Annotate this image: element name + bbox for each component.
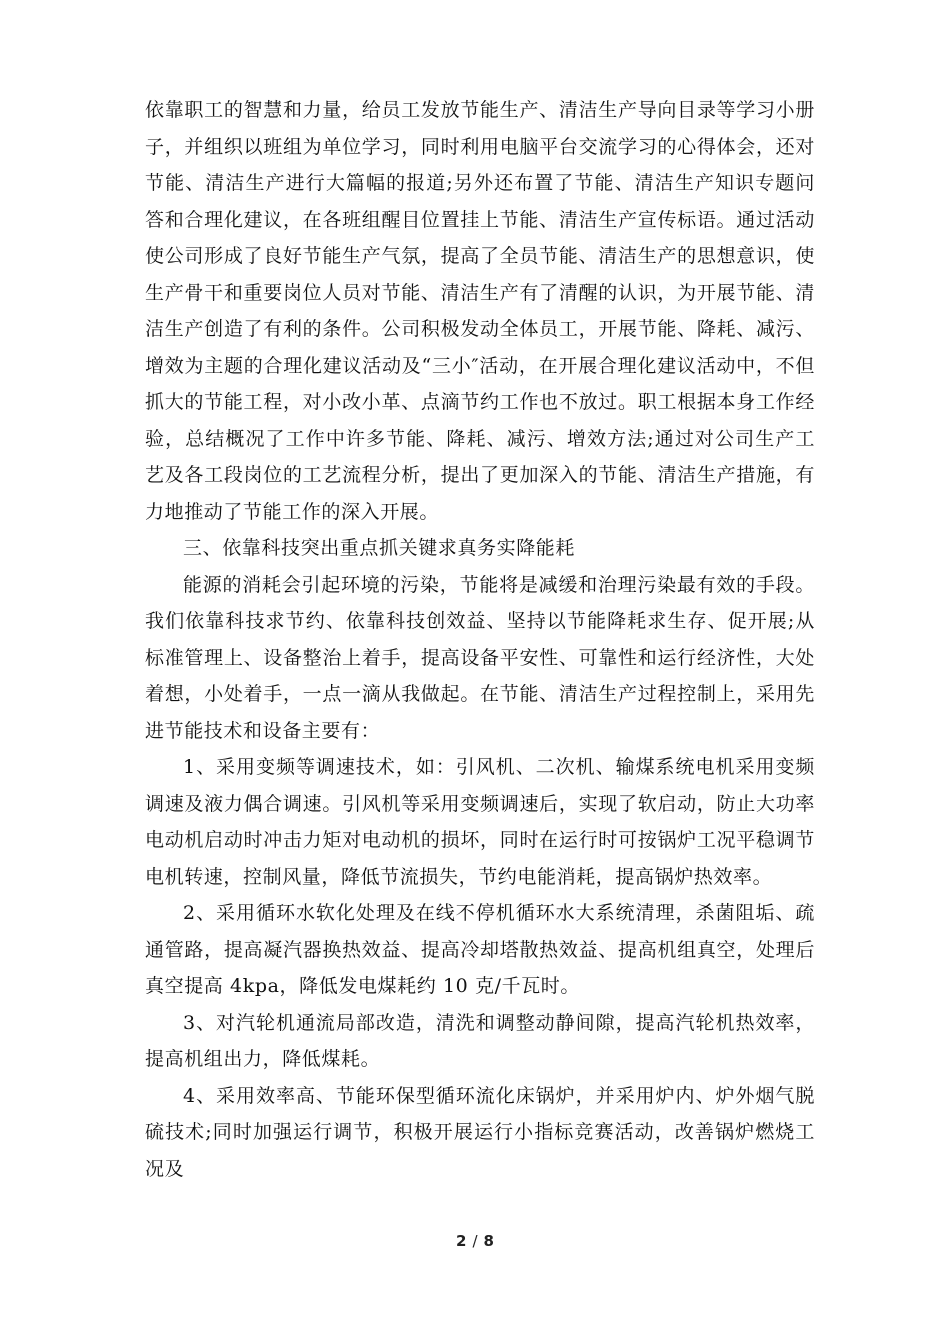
paragraph-energy-intro: 能源的消耗会引起环境的污染，节能将是减缓和治理污染最有效的手段。我们依靠科技求节约、依靠科技创效益、坚持以节能降耗求生存、促开展;从标准管理上、设备整治上着手，提高设备平安性、可靠性和运行经济性，大处着想，小处着手，一点一滴从我做起。在节能、清洁生产过程控制上，采用先进节能技术和设备主要有： xyxy=(145,573,815,742)
total-pages-number: 8 xyxy=(483,1232,494,1250)
page-number xyxy=(0,1232,950,1250)
paragraph-item-2: 2、采用循环水软化处理及在线不停机循环水大系统清理，杀菌阻垢、疏通管路，提高凝汽器换热效益、提高冷却塔散热效益、提高机组真空，处理后真空提高 4kpa，降低发电煤耗约 10 克/千瓦时。 xyxy=(145,902,815,997)
paragraph-body-continued: 依靠职工的智慧和力量，给员工发放节能生产、清洁生产导向目录等学习小册子，并组织以班组为单位学习，同时利用电脑平台交流学习的心得体会，还对节能、清洁生产进行大篇幅的报道;另外还布置了节能、清洁生产知识专题问答和合理化建议，在各班组醒目位置挂上节能、清洁生产宣传标语。通过活动使公司形成了良好节能生产气氛，提高了全员节能、清洁生产的思想意识，使生产骨干和重要岗位人员对节能、清洁生产有了清醒的认识，为开展节能、清洁生产创造了有利的条件。公司积极发动全体员工，开展节能、降耗、减污、增效为主题的合理化建议活动及“三小″活动，在开展合理化建议活动中，不但抓大的节能工程，对小改小革、点滴节约工作也不放过。职工根据本身工作经验，总结概况了工作中许多节能、降耗、减污、增效方法;通过对公司生产工艺及各工段岗位的工艺流程分析，提出了更加深入的节能、清洁生产措施，有力地推动了节能工作的深入开展。 xyxy=(145,99,815,523)
page-separator: / xyxy=(472,1232,478,1250)
paragraph-item-4: 4、采用效率高、节能环保型循环流化床锅炉，并采用炉内、炉外烟气脱硫技术;同时加强运行调节，积极开展运行小指标竞赛活动，改善锅炉燃烧工况及 xyxy=(145,1084,815,1180)
document-body xyxy=(145,92,815,1187)
paragraph-item-3: 3、对汽轮机通流局部改造，清洗和调整动静间隙，提高汽轮机热效率，提高机组出力，降低煤耗。 xyxy=(145,1011,815,1070)
paragraph-item-1: 1、采用变频等调速技术，如：引风机、二次机、输煤系统电机采用变频调速及液力偶合调速。引风机等采用变频调速后，实现了软启动，防止大功率电动机启动时冲击力矩对电动机的损坏，同时在运行时可按锅炉工况平稳调节电机转速，控制风量，降低节流损失，节约电能消耗，提高锅炉热效率。 xyxy=(145,756,815,888)
current-page-number: 2 xyxy=(456,1232,467,1250)
section-heading-three: 三、依靠科技突出重点抓关键求真务实降能耗 xyxy=(183,537,576,559)
